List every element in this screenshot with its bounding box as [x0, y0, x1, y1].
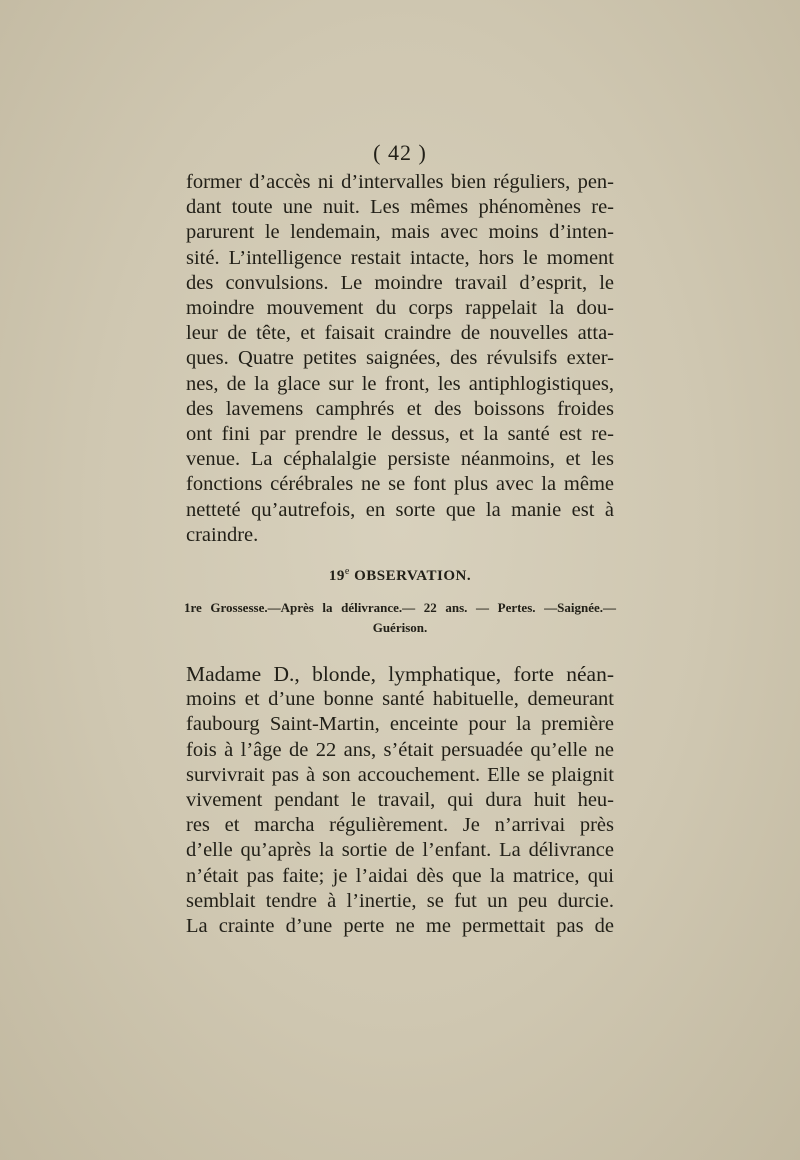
- observation-number-superscript: e: [344, 566, 350, 577]
- paragraph-observation: [186, 662, 614, 939]
- text-line: fonctions cérébrales ne se font plus avec la même: [186, 473, 614, 496]
- observation-title: OBSERVATION.: [354, 568, 472, 584]
- text-line: survivrait pas à son accouchement. Elle se plaignit: [186, 763, 614, 786]
- text-line: craindre.: [186, 523, 259, 546]
- text-line: moins et d’une bonne santé habituelle, demeurant: [186, 688, 614, 711]
- text-line: n’était pas faite; je l’aidai dès que la matrice, qui: [186, 864, 614, 887]
- text-line: venue. La céphalalgie persiste néanmoins, et les: [186, 448, 614, 471]
- text-line: nes, de la glace sur le front, les antiphlogistiques,: [186, 372, 614, 395]
- text-line: des convulsions. Le moindre travail d’esprit, le: [186, 271, 614, 294]
- text-line: moindre mouvement du corps rappelait la dou-: [186, 297, 614, 320]
- text-line: sité. L’intelligence restait intacte, hors le moment: [186, 246, 614, 269]
- text-line: dant toute une nuit. Les mêmes phénomènes re-: [186, 196, 614, 219]
- observation-heading: [0, 566, 800, 585]
- text-line: vivement pendant le travail, qui dura huit heu-: [186, 789, 614, 812]
- text-line: La crainte d’une perte ne me permettait pas de: [186, 915, 614, 938]
- observation-number: 19: [328, 568, 345, 584]
- observation-subtitle-line: 1re Grossesse.—Après la délivrance.— 22 ans. — Pertes. —Saignée.—: [184, 600, 616, 615]
- text-line: leur de tête, et faisait craindre de nouvelles atta-: [186, 322, 614, 345]
- text-line: former d’accès ni d’intervalles bien réguliers, pen-: [186, 171, 614, 193]
- text-line: des lavemens camphrés et des boissons froides: [186, 397, 614, 420]
- text-line: semblait tendre à l’inertie, se fut un peu durcie.: [186, 889, 614, 912]
- text-line: netteté qu’autrefois, en sorte que la manie est à: [186, 498, 614, 521]
- paragraph-continued: [186, 170, 614, 548]
- page-number: ( 42 ): [373, 140, 427, 165]
- text-line: Madame D., blonde, lymphatique, forte néan-: [186, 662, 614, 686]
- text-line: faubourg Saint-Martin, enceinte pour la première: [186, 713, 614, 736]
- observation-subtitle-line: Guérison.: [372, 620, 428, 635]
- text-line: ques. Quatre petites saignées, des révulsifs exter-: [186, 347, 614, 370]
- text-line: res et marcha régulièrement. Je n’arrivai près: [186, 814, 614, 837]
- text-line: fois à l’âge de 22 ans, s’était persuadée qu’elle ne: [186, 738, 614, 761]
- text-line: d’elle qu’après la sortie de l’enfant. La délivrance: [186, 839, 614, 862]
- text-line: ont fini par prendre le dessus, et la santé est re-: [186, 423, 614, 446]
- observation-subtitle: [184, 598, 616, 638]
- text-line: parurent le lendemain, mais avec moins d’inten-: [186, 221, 614, 244]
